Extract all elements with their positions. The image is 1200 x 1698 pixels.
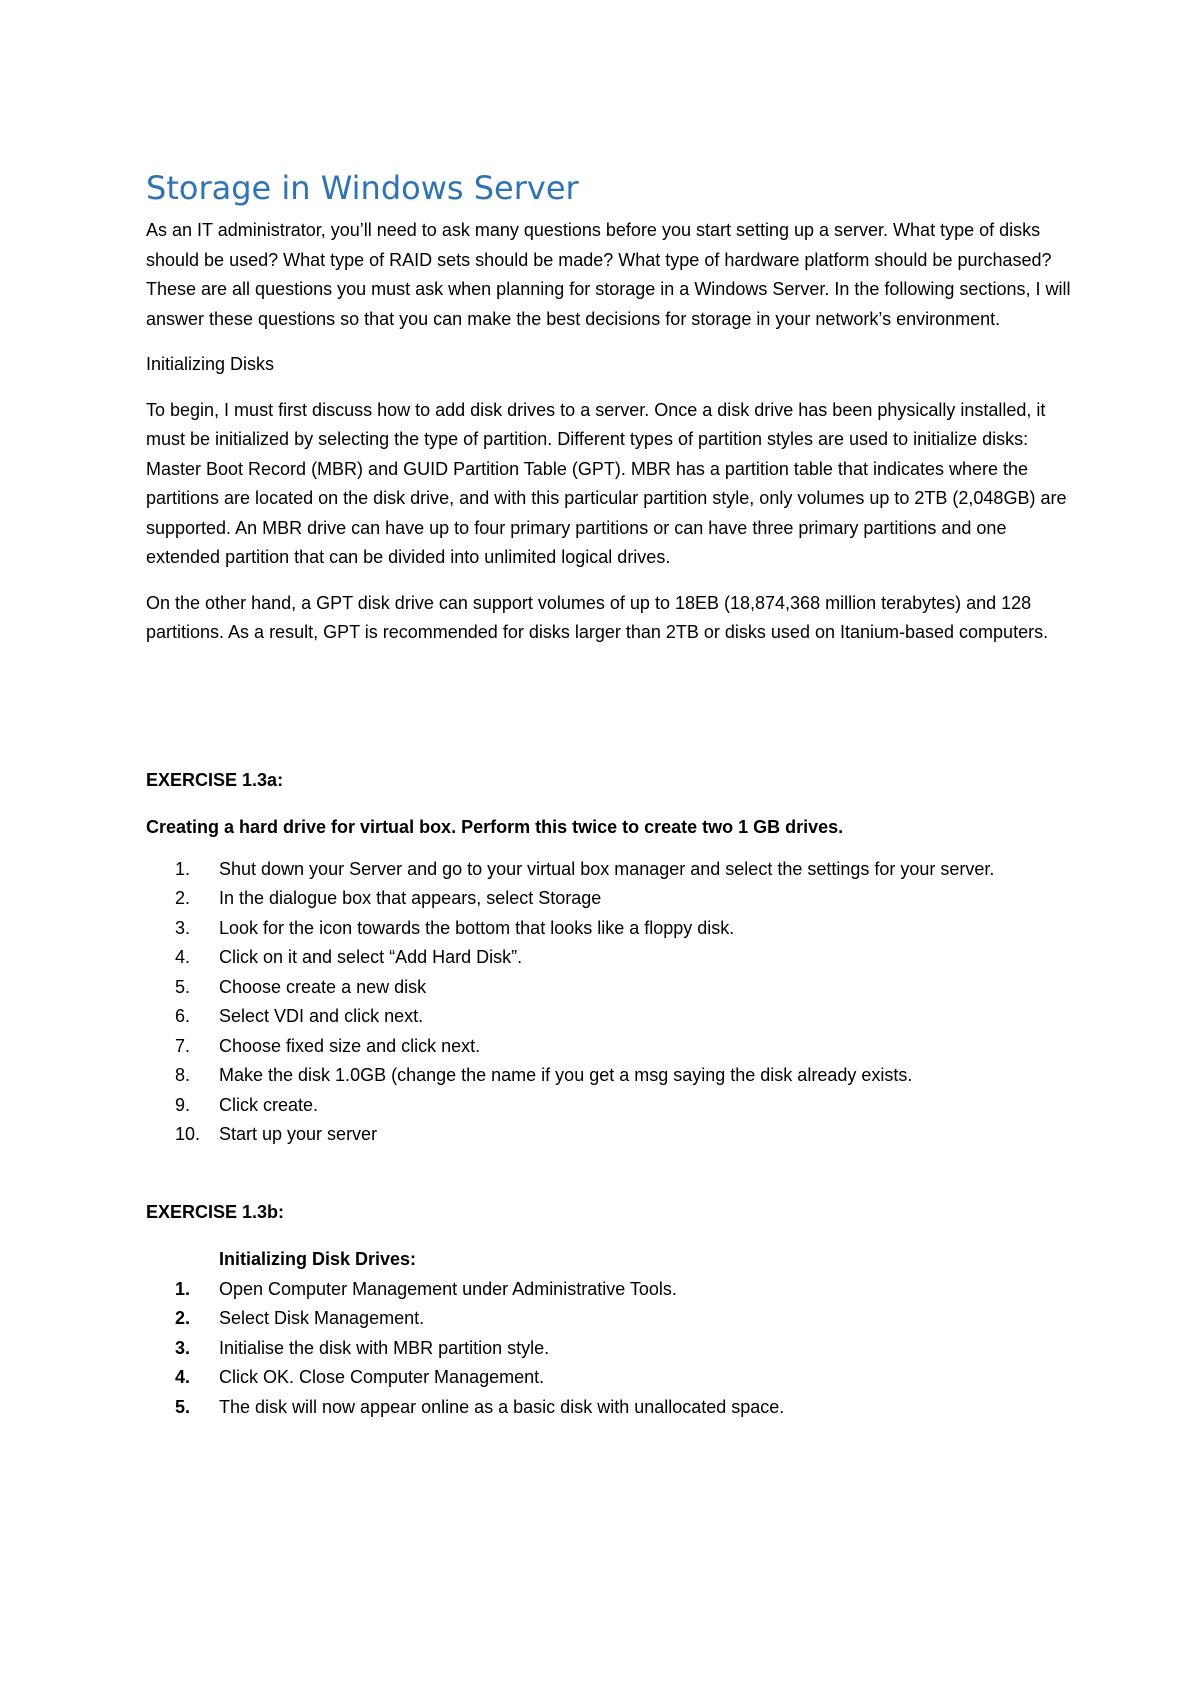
exercise-b-heading: EXERCISE 1.3b: [146, 1201, 285, 1222]
list-number: 6. [175, 1006, 191, 1026]
list-text: Click on it and select “Add Hard Disk”. [219, 947, 523, 967]
list-number: 3. [175, 917, 191, 938]
list-text: Choose fixed size and click next. [219, 1035, 481, 1056]
list-number: 1. [175, 858, 191, 879]
document-title: Storage in Windows Server [146, 169, 579, 207]
list-number: 7. [175, 1035, 191, 1056]
list-text: In the dialogue box that appears, select Storage [219, 888, 602, 908]
list-number: 9. [175, 1094, 191, 1115]
list-text: Select VDI and click next. [219, 1006, 424, 1026]
list-item [146, 884, 1076, 914]
section-heading: Initializing Disks [146, 354, 275, 374]
body-paragraph-1: To begin, I must first discuss how to add disk drives to a server. Once a disk drive has been physically installed, it must be initialized by selecting the type of partition. Different types of partition styles are used to initialize disks: Master Boot Record (MBR) and GUID Partition Table (GPT). MBR has a partition table that indicates where the partitions are located on the disk drive, and with this particular partition style, only volumes up to 2TB (2,048GB) are supported. An MBR drive can have up to four primary partitions or can have three primary partitions and one extended partition that can be divided into unlimited logical drives. [146, 399, 1067, 567]
intro-paragraph: As an IT administrator, you’ll need to ask many questions before you start setting up a server. What type of disks should be used? What type of RAID sets should be made? What type of hardware platform should be purchased? These are all questions you must ask when planning for storage in a Windows Server. In the following sections, I will answer these questions so that you can make the best decisions for storage in your network’s environment. [146, 220, 1071, 329]
list-number: 3. [175, 1337, 191, 1358]
list-item [146, 855, 1076, 885]
list-number: 2. [175, 888, 191, 908]
list-text: Choose create a new disk [219, 976, 427, 997]
exercise-b-steps [146, 1275, 1076, 1423]
list-text: Look for the icon towards the bottom that looks like a floppy disk. [219, 917, 735, 938]
list-text: Shut down your Server and go to your virtual box manager and select the settings for your server. [219, 858, 995, 879]
body-paragraph-2: On the other hand, a GPT disk drive can support volumes of up to 18EB (18,874,368 million terabytes) and 128 partitions. As a result, GPT is recommended for disks larger than 2TB or disks used on Itanium-based computers. [146, 592, 1049, 642]
list-number: 4. [175, 1367, 191, 1387]
exercise-b-subheading: Initializing Disk Drives: [219, 1249, 417, 1269]
list-item [146, 1363, 1076, 1393]
list-text: Click OK. Close Computer Management. [219, 1367, 545, 1387]
exercise-a-steps [146, 855, 1076, 1150]
list-item [146, 1061, 1076, 1091]
list-item [146, 1091, 1076, 1121]
list-text: Start up your server [219, 1124, 378, 1144]
list-item [146, 1275, 1076, 1305]
list-number: 5. [175, 976, 191, 997]
spacer [146, 664, 1076, 766]
list-item [146, 914, 1076, 944]
list-text: The disk will now appear online as a basic disk with unallocated space. [219, 1396, 785, 1417]
list-number: 10. [175, 1124, 201, 1144]
document-body [146, 168, 1076, 1422]
spacer [146, 1150, 1076, 1198]
list-item [146, 1334, 1076, 1364]
list-text: Select Disk Management. [219, 1308, 425, 1328]
exercise-a-heading: EXERCISE 1.3a: [146, 769, 284, 790]
list-text: Open Computer Management under Administrative Tools. [219, 1278, 677, 1299]
list-item [146, 1120, 1076, 1150]
list-text: Make the disk 1.0GB (change the name if you get a msg saying the disk already exists. [219, 1065, 913, 1085]
list-number: 4. [175, 947, 191, 967]
list-item [146, 1002, 1076, 1032]
exercise-a-description: Creating a hard drive for virtual box. Perform this twice to create two 1 GB drives. [146, 817, 844, 837]
list-item [146, 1393, 1076, 1423]
list-item [146, 943, 1076, 973]
list-item [146, 1032, 1076, 1062]
list-item [146, 973, 1076, 1003]
list-item [146, 1304, 1076, 1334]
list-number: 5. [175, 1396, 191, 1417]
list-number: 2. [175, 1308, 191, 1328]
list-text: Initialise the disk with MBR partition style. [219, 1337, 550, 1358]
list-number: 8. [175, 1065, 191, 1085]
list-number: 1. [175, 1278, 191, 1299]
list-text: Click create. [219, 1094, 319, 1115]
